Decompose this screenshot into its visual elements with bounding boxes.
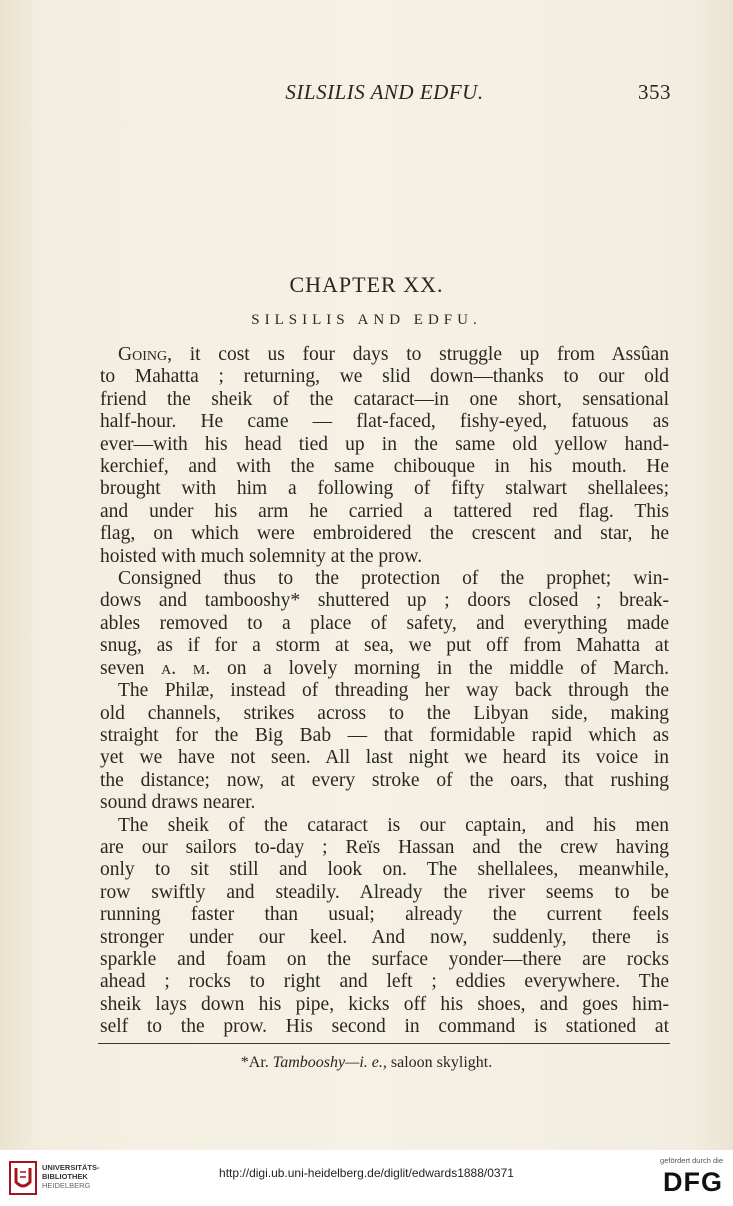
- opening-word: Going: [118, 344, 168, 365]
- text-line: The sheik of the cataract is our captain, and his men: [118, 814, 669, 836]
- body-text: [100, 344, 669, 1039]
- text-line: sheik lays down his pipe, kicks off his shoes, and goes him-: [100, 993, 669, 1015]
- text-line: row swiftly and steadily. Already the river seems to be: [100, 881, 669, 903]
- text-line: sound draws nearer.: [100, 792, 256, 814]
- text-line: flag, on which were embroidered the crescent and star, he: [100, 523, 669, 545]
- text-line: running faster than usual; already the current feels: [100, 904, 669, 926]
- text-line: dows and tambooshy* shuttered up ; doors closed ; break-: [100, 590, 669, 612]
- text-line: Going, it cost us four days to struggle up from Assûan: [118, 344, 669, 365]
- time-abbreviation: a. m.: [161, 657, 211, 679]
- text-line: ever—with his head tied up in the same old yellow hand-: [100, 433, 669, 455]
- text-line: ahead ; rocks to right and left ; eddies everywhere. The: [100, 971, 669, 993]
- viewer-footer: [0, 1150, 733, 1206]
- running-head: [98, 80, 671, 106]
- footnote-divider: [98, 1043, 670, 1044]
- text-line: to Mahatta ; returning, we slid down—thanks to our old: [100, 366, 669, 388]
- running-title: SILSILIS AND EDFU.: [285, 80, 484, 104]
- text-line: snug, as if for a storm at sea, we put off from Mahatta at: [100, 635, 669, 657]
- text-line: brought with him a following of fifty stalwart shellalees;: [100, 478, 669, 500]
- text-line: self to the prow. His second in command is stationed at: [100, 1016, 669, 1038]
- text-line: stronger under our keel. And now, suddenly, there is: [100, 926, 669, 948]
- text-line: the distance; now, at every stroke of the oars, that rushing: [100, 769, 669, 791]
- text-line: The Philæ, instead of threading her way back through the: [118, 680, 669, 702]
- chapter-subtitle: SILSILIS AND EDFU.: [251, 312, 482, 328]
- text-line: friend the sheik of the cataract—in one short, sensational: [100, 388, 669, 410]
- text-line: old channels, strikes across to the Libyan side, making: [100, 702, 669, 724]
- text-line: yet we have not seen. All last night we heard its voice in: [100, 747, 669, 769]
- footnote-term: Tambooshy—i. e.,: [272, 1054, 387, 1071]
- text-line: sparkle and foam on the surface yonder—there are rocks: [100, 948, 669, 970]
- text-line: hoisted with much solemnity at the prow.: [100, 545, 423, 567]
- library-name: UNIVERSITÄTS- BIBLIOTHEK HEIDELBERG: [42, 1163, 100, 1190]
- footnote: *Ar. Tambooshy—i. e., saloon skylight.: [240, 1054, 493, 1071]
- page-number: 353: [638, 80, 671, 104]
- funding-caption: gefördert durch die: [660, 1156, 723, 1165]
- source-url-link[interactable]: http://digi.ub.uni-heidelberg.de/diglit/edwards1888/0371: [219, 1166, 514, 1180]
- text-line: only to sit still and look on. The shellalees, meanwhile,: [100, 859, 669, 881]
- text-line: half-hour. He came — flat-faced, fishy-eyed, fatuous as: [100, 411, 669, 433]
- text-line: are our sailors to-day ; Reïs Hassan and the crew having: [100, 836, 669, 858]
- text-line: straight for the Big Bab — that formidable rapid which as: [100, 724, 669, 746]
- chapter-heading: CHAPTER XX.: [289, 272, 444, 297]
- text-line: and under his arm he carried a tattered red flag. This: [100, 500, 669, 522]
- text-line: ables removed to a place of safety, and everything made: [100, 612, 669, 634]
- dfg-logo-icon: DFG: [663, 1167, 723, 1197]
- text-line: Consigned thus to the protection of the prophet; win-: [118, 568, 669, 590]
- text-line: seven a. m. on a lovely morning in the middle of March.: [100, 657, 669, 679]
- text-line: kerchief, and with the same chibouque in his mouth. He: [100, 456, 669, 478]
